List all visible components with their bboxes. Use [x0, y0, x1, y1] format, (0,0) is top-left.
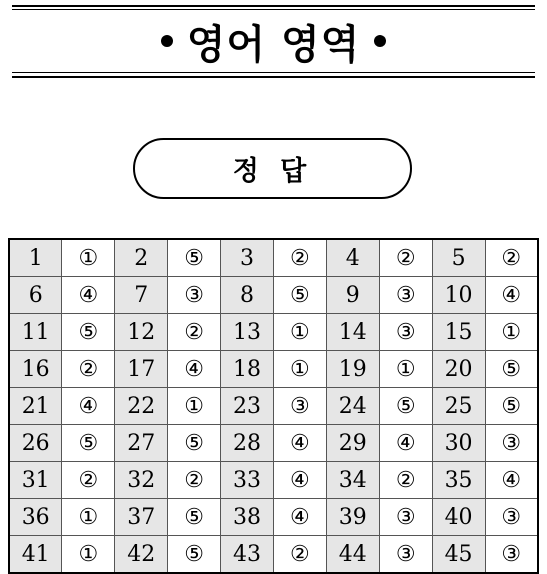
answer-choice: ⑤ — [168, 425, 221, 462]
question-number: 21 — [9, 388, 62, 425]
bullet-icon — [374, 35, 386, 47]
question-number: 44 — [326, 536, 379, 574]
answer-choice: ③ — [485, 536, 538, 574]
answer-choice: ① — [62, 536, 115, 574]
answer-choice: ④ — [273, 462, 326, 499]
answer-choice: ① — [62, 239, 115, 277]
bullet-icon — [161, 35, 173, 47]
answer-choice: ③ — [485, 425, 538, 462]
bottom-double-rule-outer — [12, 76, 535, 78]
answer-choice: ④ — [273, 499, 326, 536]
question-number: 40 — [432, 499, 485, 536]
question-number: 17 — [115, 351, 168, 388]
table-row — [9, 239, 538, 277]
answer-choice: ① — [62, 499, 115, 536]
question-number: 20 — [432, 351, 485, 388]
answer-choice: ④ — [62, 388, 115, 425]
answer-choice: ① — [273, 314, 326, 351]
answer-choice: ③ — [168, 277, 221, 314]
answer-choice: ① — [273, 351, 326, 388]
question-number: 33 — [221, 462, 274, 499]
question-number: 14 — [326, 314, 379, 351]
answer-choice: ④ — [168, 351, 221, 388]
answer-choice: ③ — [485, 499, 538, 536]
answer-choice: ⑤ — [168, 499, 221, 536]
question-number: 45 — [432, 536, 485, 574]
answer-choice: ③ — [273, 388, 326, 425]
question-number: 19 — [326, 351, 379, 388]
answer-choice: ② — [168, 314, 221, 351]
answer-choice: ② — [168, 462, 221, 499]
answer-choice: ② — [379, 462, 432, 499]
answer-choice: ② — [62, 462, 115, 499]
question-number: 39 — [326, 499, 379, 536]
table-row — [9, 388, 538, 425]
bottom-double-rule-inner — [12, 72, 535, 73]
answer-choice: ④ — [273, 425, 326, 462]
table-row — [9, 277, 538, 314]
table-row — [9, 351, 538, 388]
top-double-rule-outer — [12, 5, 535, 7]
table-row — [9, 536, 538, 574]
answer-choice: ② — [485, 239, 538, 277]
answer-choice: ① — [168, 388, 221, 425]
question-number: 30 — [432, 425, 485, 462]
question-number: 6 — [9, 277, 62, 314]
question-number: 29 — [326, 425, 379, 462]
answer-choice: ⑤ — [485, 351, 538, 388]
question-number: 2 — [115, 239, 168, 277]
answer-choice: ⑤ — [273, 277, 326, 314]
question-number: 35 — [432, 462, 485, 499]
question-number: 28 — [221, 425, 274, 462]
question-number: 12 — [115, 314, 168, 351]
question-number: 37 — [115, 499, 168, 536]
question-number: 23 — [221, 388, 274, 425]
question-number: 3 — [221, 239, 274, 277]
answer-choice: ④ — [62, 277, 115, 314]
answer-choice: ② — [379, 239, 432, 277]
question-number: 31 — [9, 462, 62, 499]
question-number: 22 — [115, 388, 168, 425]
answer-choice: ⑤ — [485, 388, 538, 425]
answer-choice: ③ — [379, 499, 432, 536]
answer-choice: ③ — [379, 314, 432, 351]
page-title — [0, 12, 547, 70]
top-double-rule-inner — [12, 9, 535, 10]
answer-choice: ⑤ — [62, 425, 115, 462]
table-row — [9, 462, 538, 499]
question-number: 24 — [326, 388, 379, 425]
answer-choice: ③ — [379, 536, 432, 574]
table-row — [9, 499, 538, 536]
question-number: 26 — [9, 425, 62, 462]
question-number: 38 — [221, 499, 274, 536]
question-number: 34 — [326, 462, 379, 499]
question-number: 43 — [221, 536, 274, 574]
question-number: 5 — [432, 239, 485, 277]
question-number: 11 — [9, 314, 62, 351]
answer-choice: ⑤ — [379, 388, 432, 425]
question-number: 13 — [221, 314, 274, 351]
answer-table-body — [9, 239, 538, 573]
question-number: 42 — [115, 536, 168, 574]
answer-choice: ④ — [379, 425, 432, 462]
table-row — [9, 425, 538, 462]
answer-choice: ⑤ — [168, 239, 221, 277]
answer-table — [8, 238, 539, 574]
question-number: 7 — [115, 277, 168, 314]
question-number: 8 — [221, 277, 274, 314]
answer-key-label: 정 답 — [232, 156, 313, 187]
answer-choice: ③ — [379, 277, 432, 314]
question-number: 15 — [432, 314, 485, 351]
question-number: 36 — [9, 499, 62, 536]
answer-choice: ② — [62, 351, 115, 388]
page-title-text: 영어 영역 — [186, 21, 361, 68]
answer-choice: ⑤ — [168, 536, 221, 574]
question-number: 25 — [432, 388, 485, 425]
answer-choice: ② — [273, 239, 326, 277]
answer-choice: ⑤ — [62, 314, 115, 351]
answer-choice: ④ — [485, 277, 538, 314]
question-number: 32 — [115, 462, 168, 499]
answer-choice: ① — [379, 351, 432, 388]
answer-choice: ④ — [485, 462, 538, 499]
answer-key-badge — [133, 138, 412, 199]
question-number: 9 — [326, 277, 379, 314]
question-number: 41 — [9, 536, 62, 574]
question-number: 1 — [9, 239, 62, 277]
question-number: 27 — [115, 425, 168, 462]
question-number: 10 — [432, 277, 485, 314]
answer-choice: ① — [485, 314, 538, 351]
question-number: 18 — [221, 351, 274, 388]
question-number: 16 — [9, 351, 62, 388]
question-number: 4 — [326, 239, 379, 277]
answer-choice: ② — [273, 536, 326, 574]
table-row — [9, 314, 538, 351]
